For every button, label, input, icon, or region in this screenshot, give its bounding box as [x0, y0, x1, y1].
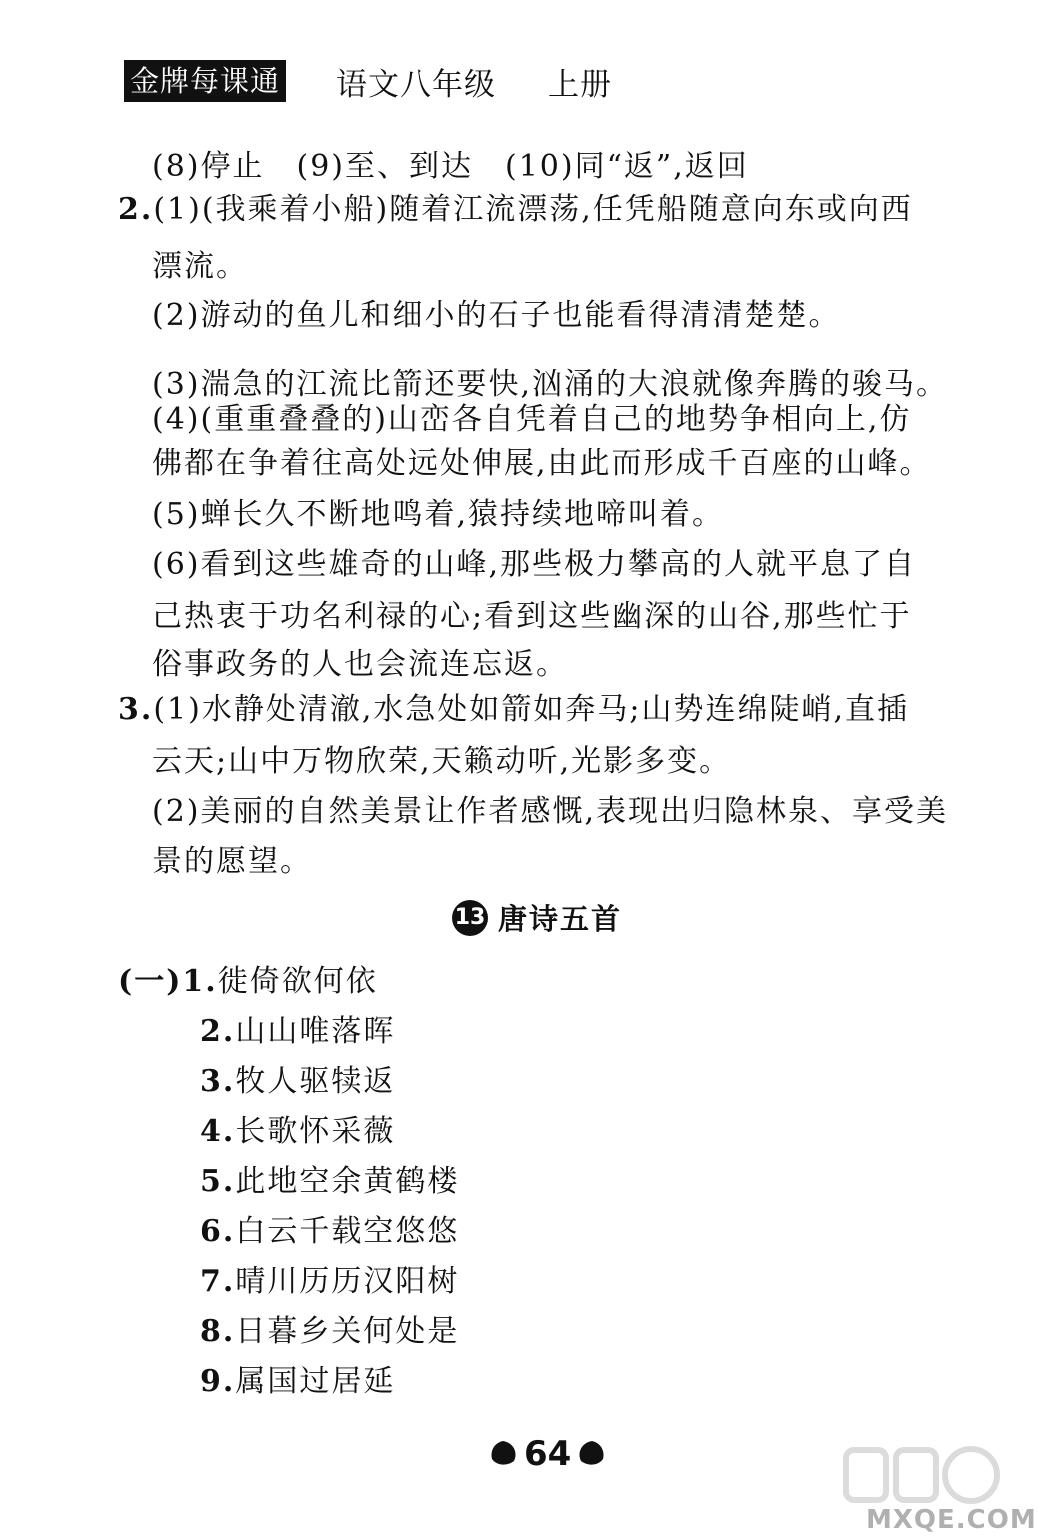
poem-answer-item: 5.此地空余黄鹤楼	[200, 1164, 460, 1199]
poem-answer-item: 8.日暮乡关何处是	[200, 1314, 460, 1349]
answer-line: 2.(1)(我乘着小船)随着江流漂荡,任凭船随意向东或向西	[118, 192, 913, 227]
answer-line: 佛都在争着往高处远处伸展,由此而形成千百座的山峰。	[152, 446, 932, 481]
poem-answer-item: (一)1.徙倚欲何依	[118, 964, 378, 999]
poem-answer-item: 6.白云千载空悠悠	[200, 1214, 460, 1249]
answer-line: (3)湍急的江流比箭还要快,汹涌的大浪就像奔腾的骏马。	[152, 367, 949, 402]
leaf-icon	[488, 1439, 518, 1469]
answer-line: 3.(1)水静处清澈,水急处如箭如奔马;山势连绵陡峭,直插	[118, 692, 910, 727]
poem-answer-item: 3.牧人驱犊返	[200, 1064, 396, 1099]
volume-label: 上册	[548, 66, 613, 103]
answer-line: 己热衷于功名利禄的心;看到这些幽深的山谷,那些忙于	[152, 599, 912, 634]
leaf-icon	[577, 1439, 607, 1469]
poem-answer-item: 4.长歌怀采薇	[200, 1114, 396, 1149]
page-header	[124, 58, 612, 104]
watermark-text: MXQE.COM	[866, 1505, 1037, 1535]
answer-line: 景的愿望。	[152, 844, 312, 879]
section-number-badge: 13	[452, 900, 488, 936]
poem-answer-item: 7.晴川历历汉阳树	[200, 1264, 460, 1299]
section-title	[452, 897, 622, 938]
subject-label: 语文八年级	[336, 66, 497, 103]
page-footer	[488, 1434, 607, 1474]
answer-line: (2)美丽的自然美景让作者感慨,表现出归隐林泉、享受美	[152, 794, 949, 829]
answer-line: 俗事政务的人也会流连忘返。	[152, 647, 568, 682]
poem-answer-item: 2.山山唯落晖	[200, 1014, 396, 1049]
answer-line: (5)蝉长久不断地鸣着,猿持续地啼叫着。	[152, 497, 725, 532]
answer-line: 漂流。	[152, 249, 248, 284]
poem-answer-item: 9.属国过居延	[200, 1364, 396, 1399]
answer-line: (4)(重重叠叠的)山峦各自凭着自己的地势争相向上,仿	[152, 402, 912, 437]
answer-line: (6)看到这些雄奇的山峰,那些极力攀高的人就平息了自	[152, 547, 917, 582]
section-title-text: 唐诗五首	[498, 902, 623, 936]
brand-label: 金牌每课通	[124, 60, 286, 102]
answer-line: 云天;山中万物欣荣,天籁动听,光影多变。	[152, 744, 732, 779]
answer-line: (2)游动的鱼儿和细小的石子也能看得清清楚楚。	[152, 298, 841, 333]
part-label: (一)	[118, 964, 183, 999]
answer-line: (8)停止 (9)至、到达 (10)同“返”,返回	[152, 149, 749, 184]
page-number: 64	[524, 1434, 572, 1474]
